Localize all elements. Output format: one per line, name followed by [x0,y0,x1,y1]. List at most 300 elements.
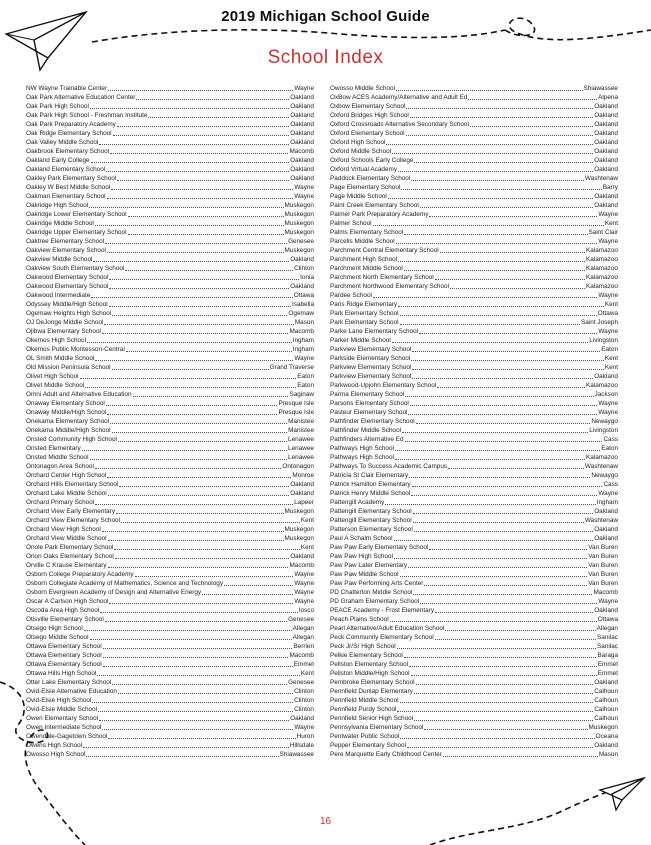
school-name: Otter Lake Elementary School [26,679,112,686]
dot-leader [108,90,293,91]
dot-leader [429,216,597,217]
dot-leader [412,486,603,487]
index-entry [26,138,314,147]
index-entry [330,309,618,318]
school-name: Peck Community Elementary School [330,634,434,641]
index-entry [26,111,314,120]
county-name: Kent [300,544,314,551]
index-entry [330,408,618,417]
index-entry [26,327,314,336]
school-name: Oakley Park Elementary School [26,175,117,182]
dot-leader [112,684,287,685]
dot-leader [108,495,290,496]
county-name: Oakland [290,256,314,263]
index-entry [26,480,314,489]
index-entry [330,597,618,606]
county-name: Van Buren [588,562,618,569]
school-name: Onekama Middle/High School [26,427,111,434]
index-entry [26,120,314,129]
school-name: Oriole Park Elementary School [26,544,114,551]
school-name: Paw Paw Performing Arts Center [330,580,424,587]
school-name: Okemos High School [26,337,87,344]
index-entry [26,228,314,237]
index-entry [26,417,314,426]
county-name: Kalamazoo [586,265,618,272]
county-name: Macomb [289,148,314,155]
county-name: Oakland [594,130,618,137]
index-entry [330,498,618,507]
dot-leader [133,396,289,397]
dot-leader [128,216,284,217]
county-name: Oakland [594,508,618,515]
school-name: Pattengill Elementary School [330,508,412,515]
county-name: Wayne [294,193,314,200]
school-name: Orion Oaks Elementary School [26,553,114,560]
index-entry [26,705,314,714]
county-name: Muskegon [284,526,314,533]
county-name: Wayne [598,400,618,407]
school-name: Pathways High School [330,454,394,461]
index-entry [26,93,314,102]
guide-title: 2019 Michigan School Guide [221,8,430,25]
school-name: Onsted Community High School [26,436,117,443]
dot-leader [112,369,269,370]
index-entry [330,426,618,435]
index-entry [330,750,618,759]
county-name: Oakland [594,535,618,542]
county-name: Oakland [290,103,314,110]
county-name: Shiawassee [279,751,314,758]
school-name: Oscoda Area High School [26,607,100,614]
school-name: Onekama Elementary School [26,418,110,425]
index-column-right [330,84,618,759]
index-entry [330,255,618,264]
index-entry [330,345,618,354]
school-name: Oakview South Elementary School [26,265,125,272]
school-name: PD Graham Elementary School [330,598,420,605]
index-entry [26,561,314,570]
dot-leader [112,315,287,316]
index-entry [330,507,618,516]
index-entry [26,714,314,723]
index-entry [330,651,618,660]
school-name: Oakland Early College [26,157,90,164]
index-entry [330,579,618,588]
index-entry [26,570,314,579]
school-name: Pennfield Middle School [330,697,399,704]
county-name: Ionia [300,274,314,281]
index-entry [26,381,314,390]
school-name: Odyssey Middle/High School [26,301,108,308]
index-entry [330,120,618,129]
index-entry [330,201,618,210]
index-entry [26,408,314,417]
dot-leader [84,630,292,631]
county-name: Genesee [288,238,314,245]
index-entry [330,165,618,174]
dot-leader [398,171,593,172]
county-name: Hillsdale [289,742,314,749]
county-name: Baraga [597,652,618,659]
county-name: Muskegon [284,229,314,236]
index-entry [330,705,618,714]
school-name: Ontonagon Area School [26,463,94,470]
school-name: Parchment High School [330,256,398,263]
dot-leader [410,405,597,406]
school-name: Orchard Primary School [26,499,95,506]
index-entry [26,300,314,309]
county-name: Oakland [290,139,314,146]
school-name: Parkwood-Upjohn Elementary School [330,382,437,389]
index-entry [26,471,314,480]
county-name: Clinton [294,706,314,713]
school-name: Ovid-Elsie High School [26,697,92,704]
dot-leader [115,558,289,559]
school-name: Peach Plains School [330,616,389,623]
school-name: Owosso High School [26,751,86,758]
index-entry [330,525,618,534]
school-name: OxBow ACES Academy/Alternative and Adult Ed [330,94,468,101]
school-name: Oakwood Intermediate [26,292,91,299]
county-name: Oakland [594,742,618,749]
index-entry [330,336,618,345]
paper-airplane-icon [600,778,644,810]
index-entry [330,480,618,489]
county-name: Muskegon [284,535,314,542]
school-name: Paw Paw Middle School [330,571,399,578]
county-name: Oakland [290,481,314,488]
dot-leader [95,468,281,469]
dot-leader [420,603,597,604]
index-entry [330,327,618,336]
index-entry [330,606,618,615]
county-name: Kent [604,364,618,371]
index-entry [26,345,314,354]
dot-leader [126,351,292,352]
county-name: Saint Joseph [581,319,618,326]
dot-leader [392,153,593,154]
dot-leader [86,756,278,757]
dot-leader [445,630,595,631]
dot-leader [118,441,287,442]
dot-leader [440,252,585,253]
county-name: Oakland [290,490,314,497]
dot-leader [373,225,604,226]
school-name: Parma Elementary School [330,391,405,398]
county-name: Barry [602,184,618,191]
dot-leader [448,468,584,469]
dot-leader [91,162,290,163]
county-name: Ottawa [293,292,314,299]
school-name: Olivet High School [26,373,79,380]
dot-leader [91,297,292,298]
county-name: Kent [604,301,618,308]
dot-leader [93,261,289,262]
county-name: Oakland [594,679,618,686]
county-name: Oakland [594,193,618,200]
index-entry [330,219,618,228]
county-name: Allegan [596,625,618,632]
county-name: Oakland [594,103,618,110]
county-name: Presque Isle [278,400,314,407]
index-entry [26,732,314,741]
dot-leader [90,108,289,109]
school-name: Pattengill Academy [330,499,385,506]
county-name: Allegan [292,634,314,641]
county-name: Van Buren [588,553,618,560]
dot-leader [386,144,593,145]
county-name: Oakland [594,166,618,173]
county-name: Presque Isle [278,409,314,416]
school-name: Owen Intermediate School [26,724,102,731]
dot-leader [390,621,597,622]
dot-leader [106,171,289,172]
school-name: Oak Valley Middle School [26,139,99,146]
county-name: Huron [296,733,314,740]
county-name: Wayne [598,238,618,245]
school-name: Patricia St Clair Elementary [330,472,409,479]
dot-leader [117,180,289,181]
county-name: Oakland [290,175,314,182]
school-name: Oakland Elementary School [26,166,106,173]
county-name: Alpena [598,94,618,101]
dot-leader [409,477,590,478]
county-name: Ingham [292,337,314,344]
index-entry [330,102,618,111]
school-name: Page Elementary School [330,184,401,191]
school-name: Ogemaw Heights High School [26,310,112,317]
index-entry [330,633,618,642]
school-name: Paw Paw Later Elementary [330,562,408,569]
school-name: Onaway Middle/High School [26,409,107,416]
page-title: School Index [267,47,384,68]
school-name: Pathfinder Elementary School [330,418,415,425]
school-name: Paw Paw Early Elementary School [330,544,429,551]
school-name: Otsego High School [26,625,83,632]
dot-leader [83,747,289,748]
county-name: Oakland [594,526,618,533]
county-name: Genesee [288,616,314,623]
school-name: Oak Park High School [26,103,89,110]
school-name: Owens High School [26,742,83,749]
school-name: Ottawa Hills High School [26,670,97,677]
school-name: Oxford Virtual Academy [330,166,398,173]
dot-leader [404,234,587,235]
county-name: Grand Traverse [269,364,314,371]
county-name: Wayne [598,211,618,218]
school-name: Pattengill Elementary School [330,517,412,524]
county-name: Wayne [294,184,314,191]
dot-leader [103,666,293,667]
county-name: Washtenaw [584,517,618,524]
index-entry [330,660,618,669]
dot-leader [413,513,593,514]
county-name: Oakland [594,112,618,119]
dot-leader [414,531,593,532]
dot-leader [411,360,604,361]
school-name: Omni Adult and Alternative Education [26,391,132,398]
dot-leader [396,90,583,91]
index-entry [26,354,314,363]
school-name: Ottawa Elementary School [26,661,102,668]
county-name: Wayne [294,580,314,587]
school-name: Owosso Middle School [330,85,396,92]
county-name: Kalamazoo [586,247,618,254]
index-entry [26,399,314,408]
school-name: Paris Ridge Elementary [330,301,398,308]
index-entry [330,354,618,363]
dot-leader [116,513,283,514]
school-name: Olivet Middle School [26,382,85,389]
dot-leader [117,126,289,127]
county-name: Calhoun [594,706,618,713]
dot-leader [136,99,289,100]
dot-leader [97,675,300,676]
index-entry [330,669,618,678]
dot-leader [108,738,295,739]
index-entry [330,516,618,525]
school-name: Oxford Schools Early College [330,157,414,164]
index-entry [26,534,314,543]
dot-leader [95,360,293,361]
school-name: Page Middle School [330,193,387,200]
dot-leader [443,756,598,757]
county-name: Kalamazoo [586,382,618,389]
county-name: Shiawassee [583,85,618,92]
school-name: Paw Paw High School [330,553,393,560]
county-name: Saginaw [289,391,314,398]
index-entry [26,462,314,471]
county-name: Eaton [297,373,314,380]
county-name: Kent [604,355,618,362]
school-name: Ovid-Elsie Alternative Education [26,688,117,695]
index-entry [330,300,618,309]
dot-leader [385,504,595,505]
school-name: Parke Lane Elementary School [330,328,419,335]
county-name: Oakland [594,202,618,209]
index-entry [26,516,314,525]
dot-leader [95,225,284,226]
school-name: Orchard View Middle School [26,535,107,542]
dot-leader [414,162,593,163]
index-entry [26,579,314,588]
school-name: Oakman Elementary School [26,193,106,200]
county-name: Oakland [594,373,618,380]
county-name: Wayne [294,571,314,578]
dot-leader [435,639,596,640]
county-name: Wayne [598,490,618,497]
county-name: Ogemaw [288,310,314,317]
index-entry [26,183,314,192]
county-name: Lenawee [288,445,314,452]
index-entry [330,399,618,408]
index-entry [330,273,618,282]
school-name: Owen Elementary School [26,715,99,722]
school-name: Oscar A Carlson High School [26,598,109,605]
dot-leader [114,549,299,550]
school-name: Otsego Middle School [26,634,89,641]
dot-leader [108,567,289,568]
county-name: Kent [300,670,314,677]
school-name: Pepper Elementary School [330,742,407,749]
school-name: Pembroke Elementary School [330,679,415,686]
county-name: Eaton [601,346,618,353]
index-entry [26,291,314,300]
index-entry [26,363,314,372]
school-name: Parchment Middle School [330,265,403,272]
dot-leader [400,324,580,325]
index-entry [26,219,314,228]
index-entry [330,381,618,390]
county-name: Genesee [288,679,314,686]
school-name: Palmer School [330,220,372,227]
county-name: Wayne [598,292,618,299]
county-name: Muskegon [284,202,314,209]
index-entry [26,543,314,552]
school-name: Oakridge Lower Elementary School [26,211,127,218]
index-entry [330,192,618,201]
dot-leader [373,297,597,298]
dot-leader [416,423,591,424]
index-entry [26,435,314,444]
index-entry [26,444,314,453]
dot-leader [414,720,593,721]
county-name: Muskegon [284,508,314,515]
school-name: Osborn Evergreen Academy of Design and Alternative Energy [26,589,202,596]
dot-leader [402,432,588,433]
index-entry [330,318,618,327]
index-entry [330,183,618,192]
dot-leader [87,342,292,343]
county-name: Oakland [290,166,314,173]
school-name: NW Wayne Trainable Center [26,85,108,92]
school-name: Parkview Elementary School [330,346,412,353]
dot-leader [103,648,293,649]
index-entry [26,84,314,93]
index-entry [26,552,314,561]
dot-leader [392,342,588,343]
school-name: PD Chatterton Middle School [330,589,413,596]
dot-leader [99,144,289,145]
dot-leader [405,396,593,397]
school-name: Palmer Park Preparatory Academy [330,211,429,218]
county-name: Emmet [597,670,618,677]
index-entry [26,129,314,138]
school-name: Oakridge Middle School [26,220,94,227]
school-name: Onsted Middle School [26,454,89,461]
dot-leader [398,261,585,262]
county-name: Macomb [593,589,618,596]
index-entry [26,498,314,507]
county-name: Mason [294,319,314,326]
school-name: Otisville Elementary School [26,616,104,623]
county-name: Berrien [293,643,314,650]
index-entry [330,174,618,183]
dot-leader [148,117,289,118]
county-name: Kent [604,220,618,227]
index-entry [330,138,618,147]
dot-leader [397,648,596,649]
dot-leader [107,252,284,253]
county-name: Wayne [294,355,314,362]
dot-leader [107,477,291,478]
index-entry [26,210,314,219]
county-name: Washtenaw [584,175,618,182]
dot-leader [394,558,587,559]
county-name: Eaton [297,382,314,389]
dot-leader [135,576,294,577]
county-name: Lenawee [288,454,314,461]
